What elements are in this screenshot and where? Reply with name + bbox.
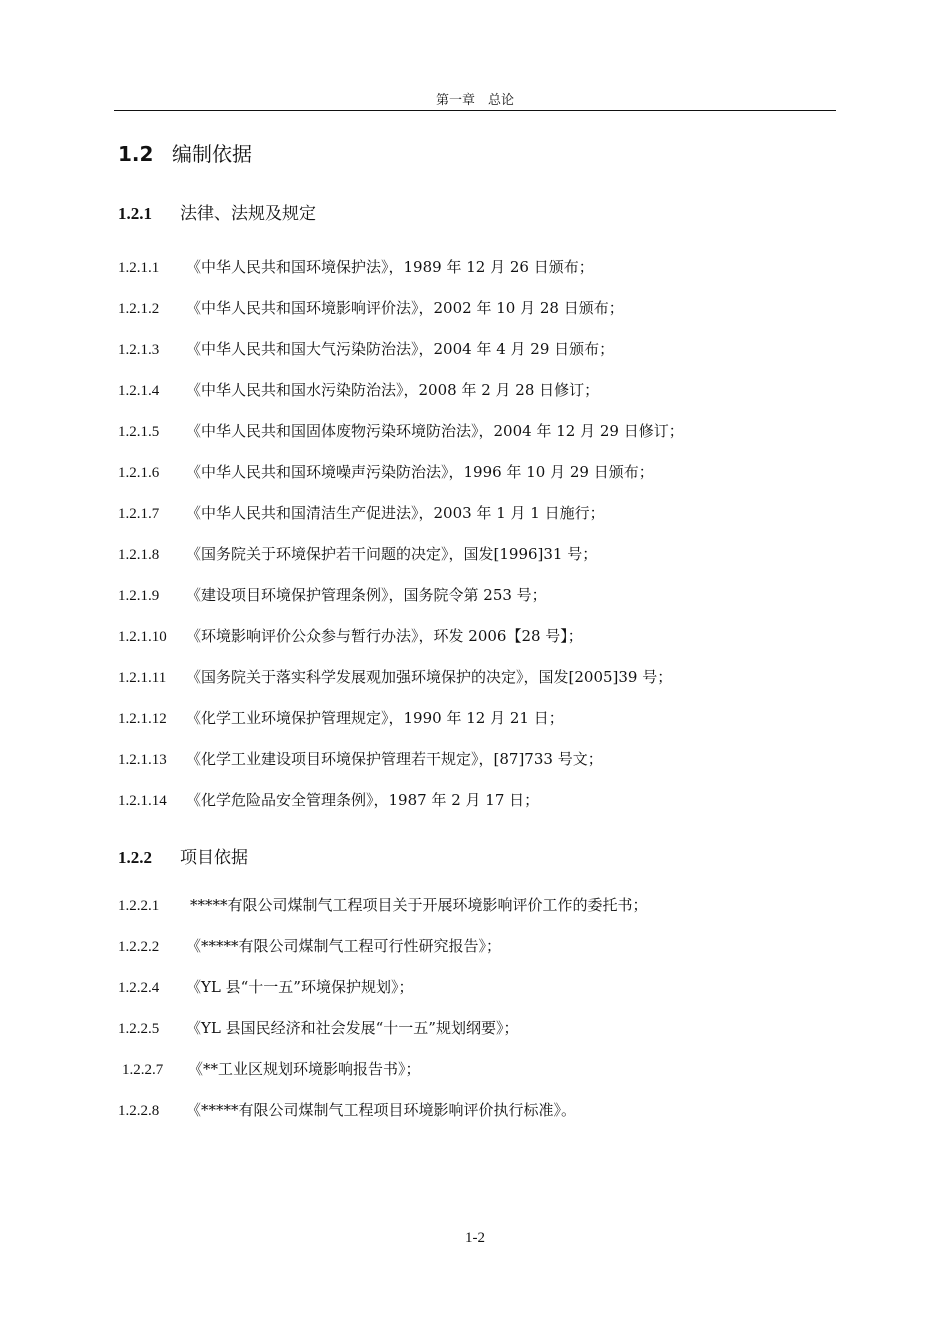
item-number: 1.2.2.1 (118, 898, 160, 914)
list-item (118, 747, 603, 771)
item-number: 1.2.1.3 (118, 342, 160, 358)
item-text: 《建设项目环境保护管理条例》，国务院令第 253 号； (186, 586, 547, 604)
list-item (118, 1098, 576, 1122)
item-number: 1.2.1.7 (118, 506, 160, 522)
item-text: 《中华人民共和国环境影响评价法》，2002 年 10 月 28 日颁布； (186, 299, 624, 317)
item-text: 《*****有限公司煤制气工程项目环境影响评价执行标准》。 (186, 1101, 577, 1119)
list-item (118, 624, 583, 648)
list-item (118, 296, 624, 320)
section-title: 编制依据 (172, 142, 252, 166)
subsection-heading-laws (118, 201, 316, 227)
item-text: 《国务院关于环境保护若干问题的决定》，国发[1996]31 号； (186, 545, 598, 563)
item-number: 1.2.1.13 (118, 752, 167, 768)
subsection-title: 项目依据 (180, 848, 248, 868)
list-item (118, 975, 413, 999)
list-item (118, 337, 614, 361)
item-text: 《中华人民共和国清洁生产促进法》，2003 年 1 月 1 日施行； (186, 504, 605, 522)
item-text: 《中华人民共和国环境噪声污染防治法》，1996 年 10 月 29 日颁布； (186, 463, 654, 481)
list-item (118, 583, 547, 607)
section-number: 1.2 (118, 142, 154, 166)
list-item (118, 255, 594, 279)
subsection-title: 法律、法规及规定 (180, 204, 316, 224)
item-text: 《中华人民共和国大气污染防治法》，2004 年 4 月 29 日颁布； (186, 340, 615, 358)
subsection-number: 1.2.1 (118, 204, 152, 223)
list-item (118, 1016, 518, 1040)
item-text: *****有限公司煤制气工程项目关于开展环境影响评价工作的委托书； (190, 896, 648, 914)
list-item (122, 1057, 421, 1081)
item-number: 1.2.1.1 (118, 260, 160, 276)
item-number: 1.2.1.2 (118, 301, 160, 317)
page-number: 1-2 (465, 1230, 485, 1246)
item-number: 1.2.2.4 (118, 980, 160, 996)
item-number: 1.2.2.5 (118, 1021, 160, 1037)
item-text: 《YL 县国民经济和社会发展“十一五”规划纲要》； (186, 1019, 519, 1037)
list-item (118, 501, 605, 525)
item-number: 1.2.1.4 (118, 383, 160, 399)
subsection-number: 1.2.2 (118, 848, 152, 867)
item-number: 1.2.2.2 (118, 939, 160, 955)
item-number: 1.2.1.5 (118, 424, 160, 440)
item-text: 《中华人民共和国环境保护法》，1989 年 12 月 26 日颁布； (186, 258, 594, 276)
item-text: 《YL 县“十一五”环境保护规划》； (186, 978, 414, 996)
item-number: 1.2.2.8 (118, 1103, 160, 1119)
item-number: 1.2.2.7 (122, 1062, 164, 1078)
item-number: 1.2.1.14 (118, 793, 167, 809)
list-item (118, 419, 684, 443)
item-text: 《化学工业环境保护管理规定》，1990 年 12 月 21 日； (186, 709, 564, 727)
item-text: 《*****有限公司煤制气工程可行性研究报告》； (186, 937, 502, 955)
item-text: 《中华人民共和国水污染防治法》，2008 年 2 月 28 日修订； (186, 381, 600, 399)
section-heading (118, 140, 252, 168)
item-number: 1.2.1.9 (118, 588, 160, 604)
item-text: 《国务院关于落实科学发展观加强环境保护的决定》，国发[2005]39 号； (186, 668, 673, 686)
list-item (118, 706, 564, 730)
item-number: 1.2.1.12 (118, 711, 167, 727)
item-text: 《化学工业建设项目环境保护管理若干规定》，[87]733 号文； (186, 750, 603, 768)
list-item (118, 665, 672, 689)
subsection-heading-project (118, 845, 248, 871)
list-item (118, 934, 501, 958)
item-number: 1.2.1.11 (118, 670, 167, 686)
list-item (118, 542, 597, 566)
item-number: 1.2.1.8 (118, 547, 160, 563)
item-number: 1.2.1.10 (118, 629, 167, 645)
item-text: 《中华人民共和国固体废物污染环境防治法》，2004 年 12 月 29 日修订； (186, 422, 684, 440)
item-number: 1.2.1.6 (118, 465, 160, 481)
item-text: 《环境影响评价公众参与暂行办法》，环发 2006【28 号】； (186, 627, 583, 645)
list-item (118, 460, 654, 484)
header-rule (114, 110, 836, 111)
item-text: 《**工业区规划环境影响报告书》； (188, 1060, 421, 1078)
running-header: 第一章 总论 (435, 93, 514, 108)
list-item (118, 788, 539, 812)
list-item (118, 893, 648, 917)
list-item (118, 378, 599, 402)
item-text: 《化学危险品安全管理条例》，1987 年 2 月 17 日； (186, 791, 540, 809)
